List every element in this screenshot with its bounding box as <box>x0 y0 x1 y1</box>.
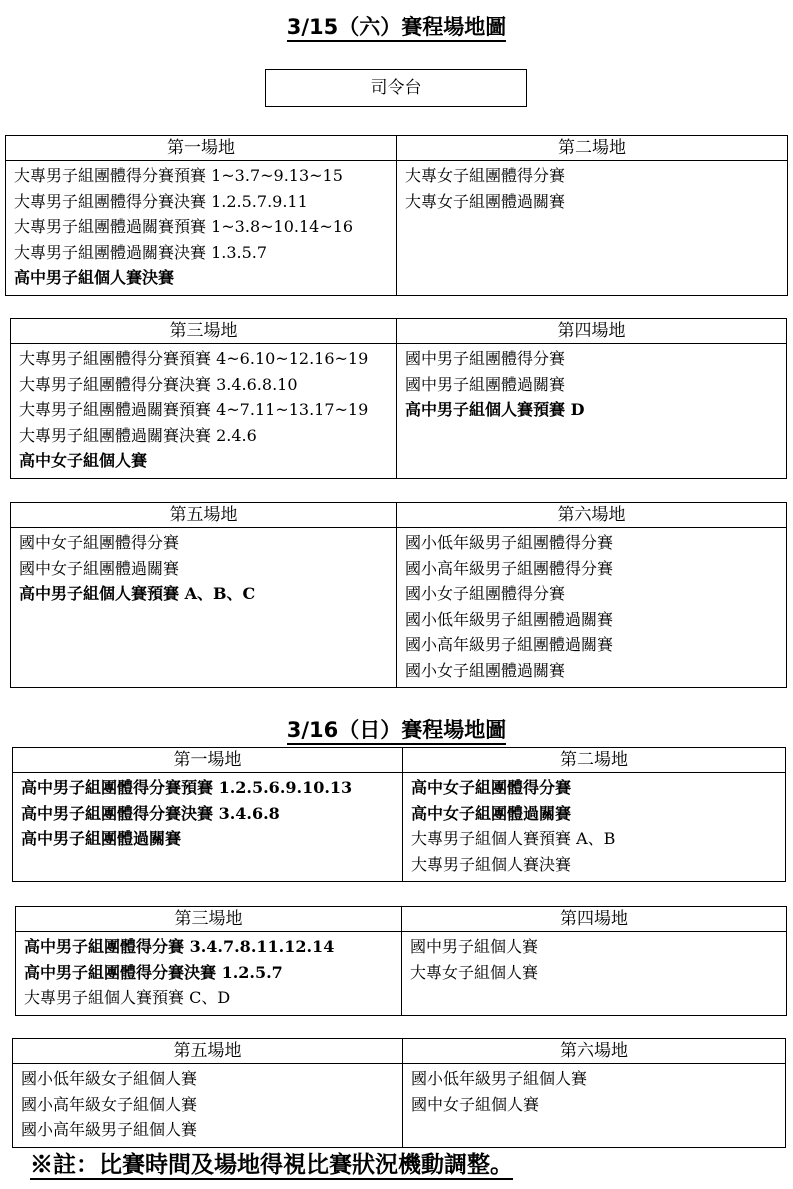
schedule-item: 國小高年級男子組個人賽 <box>21 1120 198 1139</box>
schedule-item: 國中女子組團體過關賽 <box>19 558 180 578</box>
schedule-item: 高中男子組團體得分賽預賽 1.2.5.6.9.10.13 <box>21 778 353 797</box>
schedule-item: 國中女子組個人賽 <box>411 1094 540 1114</box>
schedule-item: 高中男子組個人賽預賽 D <box>405 400 585 419</box>
schedule-item: 國小低年級男子組團體得分賽 <box>405 533 614 552</box>
schedule-item: 大專女子組個人賽 <box>410 962 539 982</box>
venue-header: 第三場地 <box>11 319 397 344</box>
day1-table-1 <box>5 135 788 296</box>
schedule-item: 國小低年級女子組個人賽 <box>21 1069 198 1088</box>
schedule-item: 大專女子組團體過關賽 <box>405 191 566 211</box>
podium-box: 司令台 <box>265 69 527 107</box>
schedule-item: 國小低年級男子組個人賽 <box>411 1069 588 1088</box>
schedule-item: 大專男子組團體得分賽預賽 4~6.10~12.16~19 <box>19 349 369 368</box>
adjustment-note: ※註：比賽時間及場地得視比賽狀況機動調整。 <box>30 1151 513 1178</box>
venue-cell <box>402 932 787 1016</box>
schedule-item: 高中男子組團體得分賽決賽 1.2.5.7 <box>24 962 283 982</box>
schedule-item: 高中女子組團體過關賽 <box>411 803 572 823</box>
venue-header: 第二場地 <box>403 748 786 773</box>
day2-table-3 <box>12 1038 786 1148</box>
schedule-item: 國中男子組團體得分賽 <box>405 349 566 368</box>
venue-cell <box>403 773 786 882</box>
schedule-item: 國中男子組個人賽 <box>410 937 539 956</box>
schedule-item: 大專男子組團體過關賽預賽 1~3.8~10.14~16 <box>14 217 354 236</box>
schedule-item: 大專男子組個人賽預賽 A、B <box>411 829 616 848</box>
venue-header: 第四場地 <box>397 319 787 344</box>
venue-cell <box>403 1064 786 1148</box>
venue-header: 第六場地 <box>397 503 787 528</box>
venue-header: 第二場地 <box>397 136 788 161</box>
day2-title: 3/16（日）賽程場地圖 <box>0 717 793 743</box>
schedule-item: 大專男子組團體過關賽決賽 2.4.6 <box>19 425 257 445</box>
schedule-item: 高中男子組個人賽預賽 A、B、C <box>19 584 256 603</box>
day2-table-2 <box>15 906 787 1016</box>
venue-cell <box>397 344 787 479</box>
schedule-item: 高中男子組團體得分賽 3.4.7.8.11.12.14 <box>24 937 335 956</box>
venue-cell <box>13 1064 403 1148</box>
venue-cell <box>11 344 397 479</box>
venue-header: 第五場地 <box>11 503 397 528</box>
schedule-item: 國小高年級男子組團體得分賽 <box>405 558 614 578</box>
schedule-item: 大專女子組團體得分賽 <box>405 166 566 185</box>
schedule-item: 國小高年級女子組個人賽 <box>21 1094 198 1114</box>
venue-cell <box>11 528 397 688</box>
venue-header: 第一場地 <box>13 748 403 773</box>
venue-header: 第四場地 <box>402 907 787 932</box>
venue-cell <box>16 932 402 1016</box>
venue-header: 第六場地 <box>403 1039 786 1064</box>
schedule-item: 大專男子組團體得分賽預賽 1~3.7~9.13~15 <box>14 166 343 185</box>
venue-header: 第一場地 <box>6 136 397 161</box>
schedule-item: 大專男子組團體得分賽決賽 1.2.5.7.9.11 <box>14 191 308 211</box>
schedule-item: 國小女子組團體過關賽 <box>405 660 566 680</box>
venue-cell <box>397 528 787 688</box>
schedule-item: 高中女子組個人賽 <box>19 451 148 470</box>
schedule-item: 高中男子組團體過關賽 <box>21 829 182 848</box>
day1-table-2 <box>10 318 787 479</box>
venue-cell <box>13 773 403 882</box>
schedule-item: 大專男子組個人賽預賽 C、D <box>24 988 231 1007</box>
schedule-item: 國小高年級男子組團體過關賽 <box>405 635 614 654</box>
schedule-item: 大專男子組個人賽決賽 <box>411 854 572 874</box>
schedule-item: 國小女子組團體得分賽 <box>405 584 566 603</box>
schedule-item: 國小低年級男子組團體過關賽 <box>405 609 614 629</box>
schedule-item: 高中女子組團體得分賽 <box>411 778 572 797</box>
schedule-item: 國中女子組團體得分賽 <box>19 533 180 552</box>
schedule-item: 高中男子組團體得分賽決賽 3.4.6.8 <box>21 803 280 823</box>
schedule-item: 大專男子組團體過關賽決賽 1.3.5.7 <box>14 242 268 262</box>
day1-title: 3/15（六）賽程場地圖 <box>0 14 793 40</box>
schedule-item: 大專男子組團體過關賽預賽 4~7.11~13.17~19 <box>19 400 369 419</box>
schedule-item: 國中男子組團體過關賽 <box>405 374 566 394</box>
venue-header: 第五場地 <box>13 1039 403 1064</box>
schedule-item: 高中男子組個人賽決賽 <box>14 268 175 287</box>
venue-cell <box>397 161 788 296</box>
venue-cell <box>6 161 397 296</box>
day1-table-3 <box>10 502 787 688</box>
day2-table-1 <box>12 747 786 882</box>
schedule-item: 大專男子組團體得分賽決賽 3.4.6.8.10 <box>19 374 298 394</box>
venue-header: 第三場地 <box>16 907 402 932</box>
